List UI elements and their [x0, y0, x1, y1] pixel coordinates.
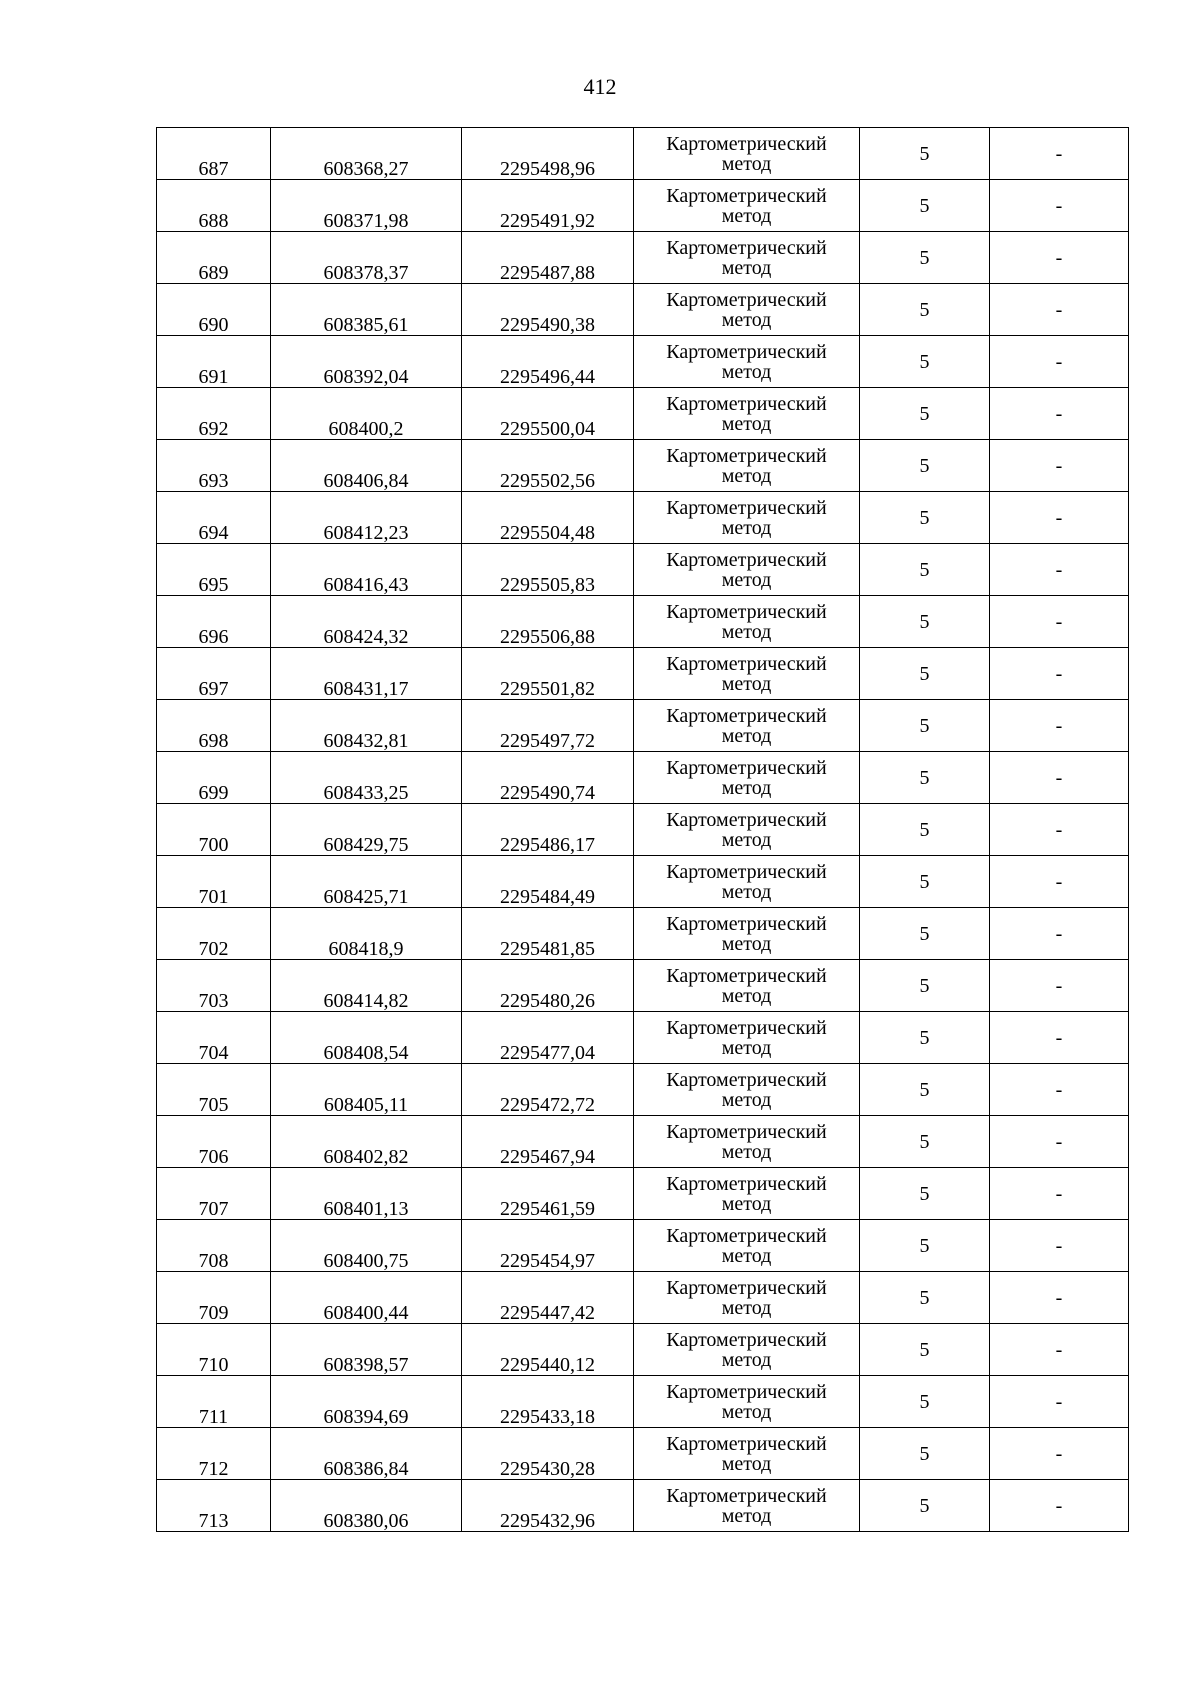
point-number-cell: 712 [157, 1428, 271, 1480]
note-cell: - [990, 1376, 1129, 1428]
x-coordinate-cell: 608385,61 [271, 284, 462, 336]
method-line-1: Картометрический [666, 1068, 827, 1091]
table-row [157, 908, 1129, 960]
method-line-1: Картометрический [666, 548, 827, 571]
method-line-2: метод [721, 1296, 772, 1319]
method-cell [634, 700, 860, 752]
x-coordinate-cell: 608400,44 [271, 1272, 462, 1324]
method-line-2: метод [721, 1192, 772, 1215]
y-coordinate-cell: 2295433,18 [462, 1376, 634, 1428]
method-cell [634, 1168, 860, 1220]
note-cell: - [990, 1272, 1129, 1324]
note-cell: - [990, 908, 1129, 960]
method-line-2: метод [721, 1452, 772, 1475]
y-coordinate-cell: 2295472,72 [462, 1064, 634, 1116]
method-line-1: Картометрический [666, 1484, 827, 1507]
x-coordinate-cell: 608378,37 [271, 232, 462, 284]
table-row [157, 804, 1129, 856]
method-cell [634, 544, 860, 596]
y-coordinate-cell: 2295490,74 [462, 752, 634, 804]
table-row [157, 128, 1129, 180]
point-number-cell: 687 [157, 128, 271, 180]
method-cell [634, 1480, 860, 1532]
note-cell: - [990, 752, 1129, 804]
table-row [157, 1324, 1129, 1376]
accuracy-cell: 5 [860, 1272, 990, 1324]
point-number-cell: 690 [157, 284, 271, 336]
point-number-cell: 705 [157, 1064, 271, 1116]
note-cell: - [990, 232, 1129, 284]
table-row [157, 336, 1129, 388]
x-coordinate-cell: 608368,27 [271, 128, 462, 180]
method-line-2: метод [721, 204, 772, 227]
note-cell: - [990, 648, 1129, 700]
point-number-cell: 688 [157, 180, 271, 232]
accuracy-cell: 5 [860, 1480, 990, 1532]
method-line-1: Картометрический [666, 132, 827, 155]
note-cell: - [990, 856, 1129, 908]
accuracy-cell: 5 [860, 336, 990, 388]
x-coordinate-cell: 608371,98 [271, 180, 462, 232]
note-cell: - [990, 544, 1129, 596]
x-coordinate-cell: 608405,11 [271, 1064, 462, 1116]
accuracy-cell: 5 [860, 960, 990, 1012]
point-number-cell: 702 [157, 908, 271, 960]
coordinates-table-body [157, 128, 1129, 1532]
x-coordinate-cell: 608431,17 [271, 648, 462, 700]
note-cell: - [990, 596, 1129, 648]
method-line-1: Картометрический [666, 1016, 827, 1039]
method-line-2: метод [721, 776, 772, 799]
point-number-cell: 691 [157, 336, 271, 388]
method-cell [634, 1428, 860, 1480]
method-line-1: Картометрический [666, 860, 827, 883]
note-cell: - [990, 1428, 1129, 1480]
accuracy-cell: 5 [860, 388, 990, 440]
note-cell: - [990, 960, 1129, 1012]
method-line-2: метод [721, 1036, 772, 1059]
x-coordinate-cell: 608406,84 [271, 440, 462, 492]
accuracy-cell: 5 [860, 1012, 990, 1064]
table-row [157, 180, 1129, 232]
accuracy-cell: 5 [860, 232, 990, 284]
accuracy-cell: 5 [860, 492, 990, 544]
accuracy-cell: 5 [860, 440, 990, 492]
method-cell [634, 492, 860, 544]
method-line-2: метод [721, 828, 772, 851]
method-cell [634, 960, 860, 1012]
x-coordinate-cell: 608400,2 [271, 388, 462, 440]
method-line-1: Картометрический [666, 808, 827, 831]
x-coordinate-cell: 608394,69 [271, 1376, 462, 1428]
y-coordinate-cell: 2295461,59 [462, 1168, 634, 1220]
point-number-cell: 697 [157, 648, 271, 700]
page-number: 412 [583, 74, 617, 99]
accuracy-cell: 5 [860, 1116, 990, 1168]
table-row [157, 388, 1129, 440]
coordinates-table [156, 127, 1129, 1532]
method-line-1: Картометрический [666, 1432, 827, 1455]
x-coordinate-cell: 608424,32 [271, 596, 462, 648]
y-coordinate-cell: 2295481,85 [462, 908, 634, 960]
x-coordinate-cell: 608433,25 [271, 752, 462, 804]
accuracy-cell: 5 [860, 284, 990, 336]
point-number-cell: 699 [157, 752, 271, 804]
method-line-1: Картометрический [666, 964, 827, 987]
note-cell: - [990, 1480, 1129, 1532]
point-number-cell: 711 [157, 1376, 271, 1428]
x-coordinate-cell: 608380,06 [271, 1480, 462, 1532]
method-line-2: метод [721, 360, 772, 383]
table-row [157, 856, 1129, 908]
note-cell: - [990, 388, 1129, 440]
note-cell: - [990, 128, 1129, 180]
note-cell: - [990, 440, 1129, 492]
method-line-2: метод [721, 1504, 772, 1527]
accuracy-cell: 5 [860, 804, 990, 856]
y-coordinate-cell: 2295502,56 [462, 440, 634, 492]
table-row [157, 232, 1129, 284]
table-row [157, 648, 1129, 700]
y-coordinate-cell: 2295500,04 [462, 388, 634, 440]
point-number-cell: 709 [157, 1272, 271, 1324]
table-row [157, 1168, 1129, 1220]
method-line-1: Картометрический [666, 444, 827, 467]
method-line-2: метод [721, 568, 772, 591]
note-cell: - [990, 180, 1129, 232]
method-cell [634, 232, 860, 284]
y-coordinate-cell: 2295505,83 [462, 544, 634, 596]
table-row [157, 1116, 1129, 1168]
table-row [157, 1272, 1129, 1324]
method-line-2: метод [721, 256, 772, 279]
y-coordinate-cell: 2295440,12 [462, 1324, 634, 1376]
y-coordinate-cell: 2295498,96 [462, 128, 634, 180]
point-number-cell: 704 [157, 1012, 271, 1064]
y-coordinate-cell: 2295447,42 [462, 1272, 634, 1324]
table-row [157, 1220, 1129, 1272]
accuracy-cell: 5 [860, 1324, 990, 1376]
method-line-2: метод [721, 880, 772, 903]
method-line-2: метод [721, 620, 772, 643]
point-number-cell: 696 [157, 596, 271, 648]
x-coordinate-cell: 608401,13 [271, 1168, 462, 1220]
point-number-cell: 698 [157, 700, 271, 752]
method-line-2: метод [721, 932, 772, 955]
method-cell [634, 1376, 860, 1428]
accuracy-cell: 5 [860, 180, 990, 232]
method-cell [634, 648, 860, 700]
accuracy-cell: 5 [860, 700, 990, 752]
note-cell: - [990, 284, 1129, 336]
method-cell [634, 804, 860, 856]
method-cell [634, 752, 860, 804]
x-coordinate-cell: 608386,84 [271, 1428, 462, 1480]
accuracy-cell: 5 [860, 128, 990, 180]
y-coordinate-cell: 2295497,72 [462, 700, 634, 752]
y-coordinate-cell: 2295506,88 [462, 596, 634, 648]
table-row [157, 492, 1129, 544]
method-line-2: метод [721, 516, 772, 539]
point-number-cell: 706 [157, 1116, 271, 1168]
method-cell [634, 1324, 860, 1376]
accuracy-cell: 5 [860, 1168, 990, 1220]
method-line-2: метод [721, 152, 772, 175]
method-line-1: Картометрический [666, 1172, 827, 1195]
accuracy-cell: 5 [860, 648, 990, 700]
method-line-1: Картометрический [666, 1120, 827, 1143]
y-coordinate-cell: 2295467,94 [462, 1116, 634, 1168]
method-cell [634, 596, 860, 648]
point-number-cell: 710 [157, 1324, 271, 1376]
table-row [157, 440, 1129, 492]
note-cell: - [990, 700, 1129, 752]
point-number-cell: 713 [157, 1480, 271, 1532]
method-line-1: Картометрический [666, 1224, 827, 1247]
note-cell: - [990, 1116, 1129, 1168]
accuracy-cell: 5 [860, 1220, 990, 1272]
method-line-1: Картометрический [666, 652, 827, 675]
y-coordinate-cell: 2295504,48 [462, 492, 634, 544]
method-line-2: метод [721, 672, 772, 695]
y-coordinate-cell: 2295480,26 [462, 960, 634, 1012]
table-row [157, 700, 1129, 752]
x-coordinate-cell: 608429,75 [271, 804, 462, 856]
accuracy-cell: 5 [860, 544, 990, 596]
method-line-2: метод [721, 1244, 772, 1267]
y-coordinate-cell: 2295477,04 [462, 1012, 634, 1064]
method-line-1: Картометрический [666, 184, 827, 207]
note-cell: - [990, 492, 1129, 544]
x-coordinate-cell: 608432,81 [271, 700, 462, 752]
y-coordinate-cell: 2295501,82 [462, 648, 634, 700]
point-number-cell: 707 [157, 1168, 271, 1220]
note-cell: - [990, 1168, 1129, 1220]
method-line-2: метод [721, 412, 772, 435]
x-coordinate-cell: 608408,54 [271, 1012, 462, 1064]
method-line-1: Картометрический [666, 288, 827, 311]
accuracy-cell: 5 [860, 1376, 990, 1428]
method-line-1: Картометрический [666, 392, 827, 415]
method-line-1: Картометрический [666, 236, 827, 259]
method-line-1: Картометрический [666, 912, 827, 935]
note-cell: - [990, 1064, 1129, 1116]
point-number-cell: 703 [157, 960, 271, 1012]
note-cell: - [990, 804, 1129, 856]
note-cell: - [990, 1220, 1129, 1272]
point-number-cell: 708 [157, 1220, 271, 1272]
method-line-1: Картометрический [666, 1276, 827, 1299]
x-coordinate-cell: 608402,82 [271, 1116, 462, 1168]
method-line-2: метод [721, 724, 772, 747]
y-coordinate-cell: 2295430,28 [462, 1428, 634, 1480]
method-cell [634, 1064, 860, 1116]
table-row [157, 752, 1129, 804]
point-number-cell: 693 [157, 440, 271, 492]
note-cell: - [990, 1012, 1129, 1064]
x-coordinate-cell: 608412,23 [271, 492, 462, 544]
method-cell [634, 388, 860, 440]
y-coordinate-cell: 2295496,44 [462, 336, 634, 388]
method-cell [634, 1220, 860, 1272]
x-coordinate-cell: 608398,57 [271, 1324, 462, 1376]
point-number-cell: 694 [157, 492, 271, 544]
note-cell: - [990, 336, 1129, 388]
point-number-cell: 700 [157, 804, 271, 856]
method-cell [634, 1116, 860, 1168]
y-coordinate-cell: 2295490,38 [462, 284, 634, 336]
table-row [157, 1012, 1129, 1064]
table-row [157, 1480, 1129, 1532]
point-number-cell: 689 [157, 232, 271, 284]
accuracy-cell: 5 [860, 596, 990, 648]
accuracy-cell: 5 [860, 752, 990, 804]
method-cell [634, 284, 860, 336]
y-coordinate-cell: 2295486,17 [462, 804, 634, 856]
y-coordinate-cell: 2295484,49 [462, 856, 634, 908]
x-coordinate-cell: 608414,82 [271, 960, 462, 1012]
accuracy-cell: 5 [860, 1428, 990, 1480]
table-row [157, 284, 1129, 336]
method-line-1: Картометрический [666, 704, 827, 727]
table-row [157, 596, 1129, 648]
method-line-1: Картометрический [666, 756, 827, 779]
accuracy-cell: 5 [860, 908, 990, 960]
table-row [157, 1064, 1129, 1116]
method-line-1: Картометрический [666, 340, 827, 363]
x-coordinate-cell: 608418,9 [271, 908, 462, 960]
x-coordinate-cell: 608416,43 [271, 544, 462, 596]
method-line-2: метод [721, 464, 772, 487]
method-line-2: метод [721, 1088, 772, 1111]
point-number-cell: 695 [157, 544, 271, 596]
method-line-2: метод [721, 308, 772, 331]
method-line-2: метод [721, 984, 772, 1007]
method-cell [634, 1012, 860, 1064]
method-cell [634, 180, 860, 232]
note-cell: - [990, 1324, 1129, 1376]
method-cell [634, 908, 860, 960]
method-cell [634, 128, 860, 180]
method-line-2: метод [721, 1400, 772, 1423]
method-cell [634, 336, 860, 388]
y-coordinate-cell: 2295491,92 [462, 180, 634, 232]
method-line-1: Картометрический [666, 1328, 827, 1351]
accuracy-cell: 5 [860, 1064, 990, 1116]
point-number-cell: 701 [157, 856, 271, 908]
point-number-cell: 692 [157, 388, 271, 440]
x-coordinate-cell: 608392,04 [271, 336, 462, 388]
method-line-2: метод [721, 1140, 772, 1163]
accuracy-cell: 5 [860, 856, 990, 908]
method-line-1: Картометрический [666, 496, 827, 519]
table-row [157, 1428, 1129, 1480]
method-line-1: Картометрический [666, 600, 827, 623]
y-coordinate-cell: 2295454,97 [462, 1220, 634, 1272]
method-cell [634, 856, 860, 908]
method-line-1: Картометрический [666, 1380, 827, 1403]
method-cell [634, 440, 860, 492]
x-coordinate-cell: 608400,75 [271, 1220, 462, 1272]
y-coordinate-cell: 2295487,88 [462, 232, 634, 284]
x-coordinate-cell: 608425,71 [271, 856, 462, 908]
method-cell [634, 1272, 860, 1324]
y-coordinate-cell: 2295432,96 [462, 1480, 634, 1532]
table-row [157, 544, 1129, 596]
method-line-2: метод [721, 1348, 772, 1371]
table-row [157, 1376, 1129, 1428]
table-row [157, 960, 1129, 1012]
